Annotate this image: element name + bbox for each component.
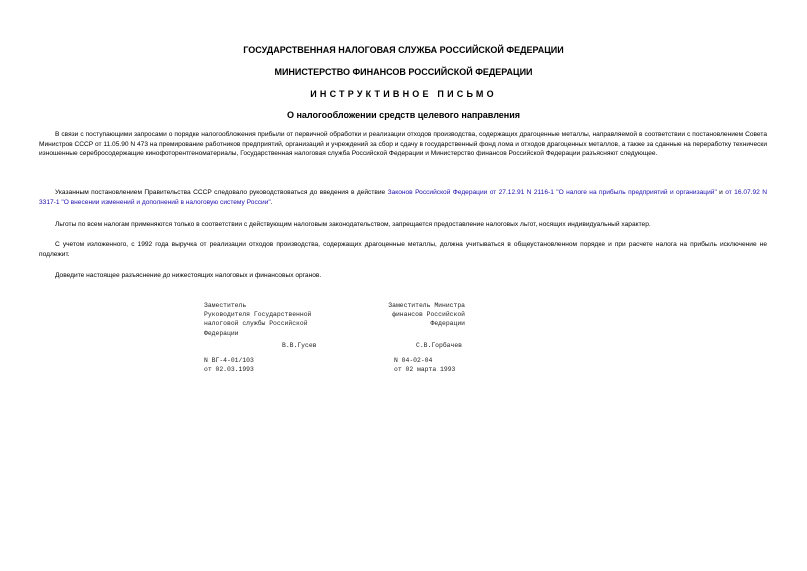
- paragraph-2-suffix: .: [270, 198, 273, 206]
- right-signatory-title: Заместитель Министра финансов Российской Федерации: [388, 302, 465, 328]
- paragraph-3: Льготы по всем налогам применяются только в соответствии с действующим налоговым законодательством, запрещается предоставление налоговых льгот, носящих индивидуальный характер.: [55, 221, 651, 228]
- left-signatory-name: В.В.Гусев: [282, 342, 317, 349]
- ministry-heading: МИНИСТЕРСТВО ФИНАНСОВ РОССИЙСКОЙ ФЕДЕРАЦИИ: [274, 67, 533, 77]
- paragraph-2-mid: и: [716, 189, 726, 196]
- right-document-reference: N 04-02-04 от 02 марта 1993: [394, 357, 456, 374]
- right-signatory-name: С.В.Горбачев: [416, 342, 463, 349]
- paragraph-1: В связи с поступающими запросами о порядке налогообложения прибыли от первичной обработки и реализации отходов производства, содержащих драгоценные металлы, направляемой в соответствии с постановлением Совета Министров СССР от 11.05.90 N 473 на премирование работников предприятий, организаций и учреждений за сбор и сдачу в государственный фонд лома и отходов драгоценных металлов, а также за сданные на переработку технически изношенные серебросодержащие кинофоторентгеноматериалы, Государственная налоговая служба Российской Федерации и Министерство финансов Российской Федерации разъясняют следующее.: [39, 131, 767, 158]
- paragraph-4: С учетом изложенного, с 1992 года выручка от реализации отходов производства, содержащих драгоценные металлы, должна учитываться в общеустановленном порядке и при расчете налога на прибыль исключение не подлежит.: [39, 241, 767, 258]
- document-subject: О налогообложении средств целевого направления: [286, 110, 521, 120]
- paragraph-2: [39, 188, 767, 207]
- law-3317-1-link[interactable]: от 16.07.92 N 3317-1 "О внесении изменений и дополнений в налоговую систему России": [39, 189, 767, 206]
- paragraph-2-prefix: Указанным постановлением Правительства СССР следовало руководствоваться до введения в действие: [55, 189, 388, 196]
- paragraph-5: Доведите настоящее разъяснение до нижестоящих налоговых и финансовых органов.: [55, 272, 322, 279]
- law-2116-1-link[interactable]: Законов Российской Федерации от 27.12.91 N 2116-1 "О налоге на прибыль предприятий и организаций": [387, 189, 717, 196]
- document-type-heading: ИНСТРУКТИВНОЕ ПИСЬМО: [310, 89, 497, 99]
- left-signatory-title: Заместитель Руководителя Государственной налоговой службы Российской Федерации: [204, 302, 312, 337]
- left-document-reference: N ВГ-4-01/103 от 02.03.1993: [204, 357, 254, 374]
- agency-heading: ГОСУДАРСТВЕННАЯ НАЛОГОВАЯ СЛУЖБА РОССИЙСКОЙ ФЕДЕРАЦИИ: [243, 45, 564, 55]
